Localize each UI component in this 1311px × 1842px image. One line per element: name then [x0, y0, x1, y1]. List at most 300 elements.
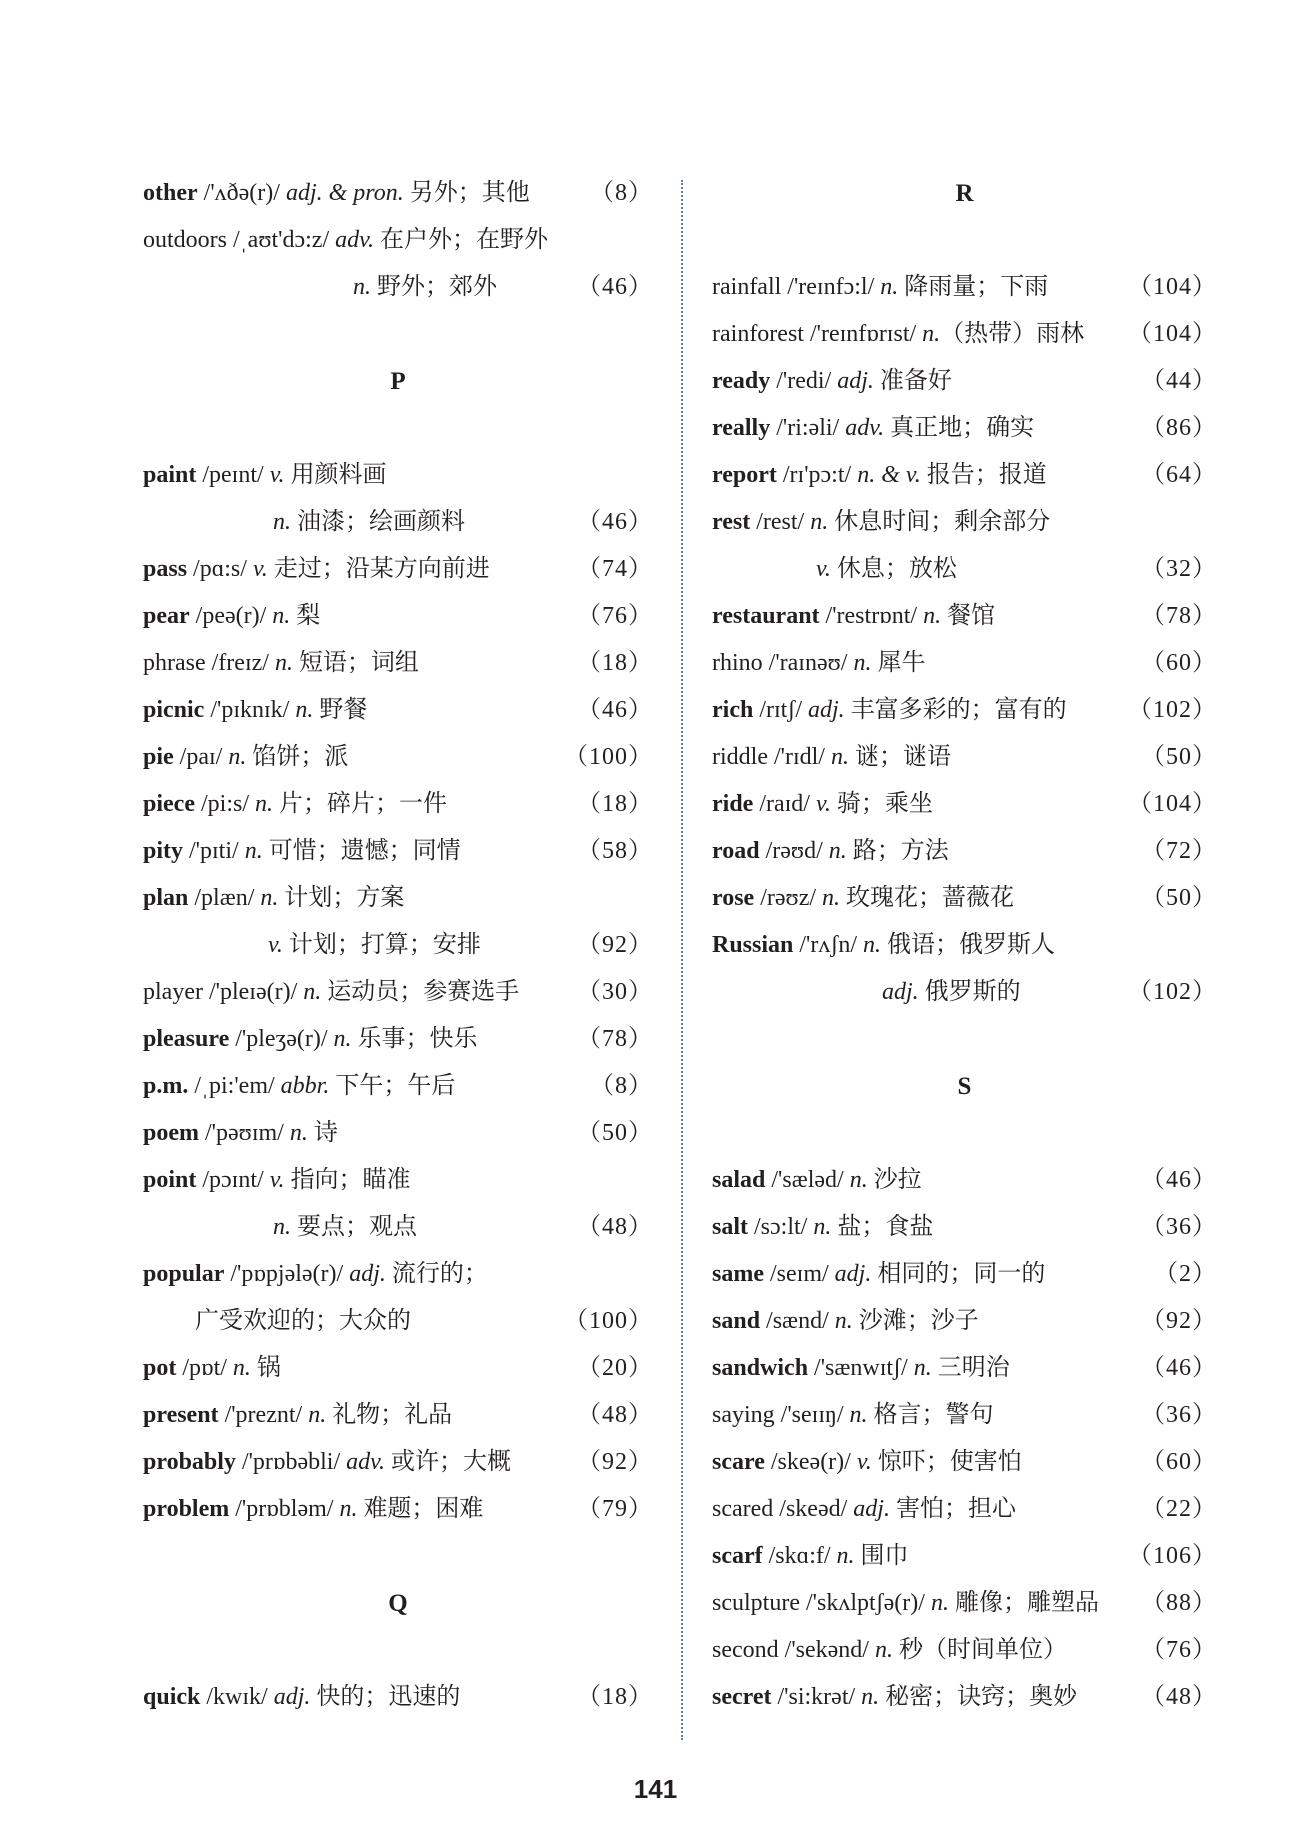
part-of-speech: v.: [268, 932, 283, 958]
entry-continuation: [143, 1298, 653, 1345]
phonetic: /'sekənd/: [778, 1637, 875, 1663]
headword: piece: [143, 791, 195, 817]
phonetic: /skeəd/: [773, 1496, 854, 1522]
headword: p.m.: [143, 1073, 189, 1099]
part-of-speech: n.: [828, 838, 847, 864]
part-of-speech: v.: [252, 556, 268, 582]
page-ref: （46）: [577, 697, 653, 723]
definition: 报告；报道: [920, 462, 1047, 488]
part-of-speech: n.: [273, 1214, 291, 1240]
phonetic: /'raɪnəʊ/: [762, 650, 854, 676]
definition: 乐事；快乐: [351, 1026, 478, 1052]
part-of-speech: n.: [813, 1214, 832, 1240]
glossary-entry: [712, 922, 1217, 969]
phonetic: /rɪtʃ/: [753, 697, 808, 723]
glossary-entry: [143, 828, 653, 875]
page-ref: （102）: [1128, 697, 1217, 723]
headword: plan: [143, 885, 189, 911]
phonetic: /'redi/: [770, 368, 838, 394]
headword: same: [712, 1261, 764, 1287]
glossary-entry: [712, 1486, 1217, 1533]
phonetic: /'ri:əli/: [770, 415, 846, 441]
definition: 骑；乘坐: [830, 791, 933, 817]
phonetic: /'restrɒnt/: [819, 603, 924, 629]
headword: phrase: [143, 650, 206, 676]
page-ref: （18）: [577, 650, 653, 676]
phonetic: /seɪm/: [763, 1261, 835, 1287]
part-of-speech: n.: [922, 321, 941, 347]
part-of-speech: adj.: [882, 979, 919, 1005]
part-of-speech: n.: [255, 791, 273, 817]
headword: ready: [712, 368, 771, 394]
glossary-entry: [712, 1345, 1217, 1392]
part-of-speech: n.: [260, 885, 279, 911]
section-letter: S: [957, 1073, 972, 1100]
phonetic: /rɪ'pɔ:t/: [776, 462, 858, 488]
phonetic: /'ʌðə(r)/: [197, 180, 286, 206]
phonetic: /rəʊz/: [754, 885, 823, 911]
part-of-speech: n.: [272, 603, 291, 629]
definition: 沙滩；沙子: [852, 1308, 979, 1334]
phonetic: /rəʊd/: [759, 838, 829, 864]
definition: 沙拉: [867, 1167, 922, 1193]
part-of-speech: n.: [303, 979, 322, 1005]
glossary-entry: [712, 264, 1217, 311]
page-ref: （44）: [1141, 368, 1217, 394]
glossary-entry: [712, 1580, 1217, 1627]
glossary-entry: [143, 640, 653, 687]
glossary-entry: [712, 499, 1217, 546]
definition: 犀牛: [871, 650, 926, 676]
headword: sand: [712, 1308, 761, 1334]
headword: Russian: [712, 932, 794, 958]
definition: 锅: [250, 1355, 281, 1381]
phonetic: /'preznt/: [218, 1402, 309, 1428]
glossary-entry: [143, 781, 653, 828]
definition: 俄罗斯的: [918, 979, 1021, 1005]
definition: 真正地；确实: [884, 415, 1035, 441]
definition: 惊吓；使害怕: [871, 1449, 1022, 1475]
headword: rainfall: [712, 274, 782, 300]
page-ref: （86）: [1141, 415, 1217, 441]
headword: rhino: [712, 650, 763, 676]
spacer: [143, 311, 653, 358]
part-of-speech: n.: [834, 1308, 853, 1334]
headword: point: [143, 1167, 197, 1193]
phonetic: /'prɒbəbli/: [235, 1449, 347, 1475]
definition: 休息；放松: [830, 556, 957, 582]
page-ref: （50）: [1141, 885, 1217, 911]
headword: riddle: [712, 744, 768, 770]
part-of-speech: n.: [853, 650, 872, 676]
page-ref: （48）: [577, 1402, 653, 1428]
phonetic: /'sænwɪtʃ/: [808, 1355, 914, 1381]
glossary-entry: [712, 1533, 1217, 1580]
glossary-entry: [143, 1157, 653, 1204]
glossary-entry: [712, 593, 1217, 640]
page-ref: （8）: [590, 180, 653, 206]
headword: secret: [712, 1684, 772, 1710]
entry-continuation: [143, 499, 653, 546]
page-ref: （30）: [577, 979, 653, 1005]
glossary-entry: [712, 1627, 1217, 1674]
definition: 计划；方案: [278, 885, 405, 911]
headword: sandwich: [712, 1355, 809, 1381]
glossary-entry: [143, 1251, 653, 1298]
part-of-speech: n.: [273, 509, 291, 535]
phonetic: /'prɒbləm/: [229, 1496, 340, 1522]
definition: 另外；其他: [403, 180, 530, 206]
page-ref: （79）: [577, 1496, 653, 1522]
glossary-entry: [143, 687, 653, 734]
part-of-speech: n.: [874, 1637, 893, 1663]
spacer: [143, 405, 653, 452]
entry-continuation: [712, 546, 1217, 593]
definition: 走过；沿某方向前进: [267, 556, 490, 582]
page-ref: （100）: [564, 744, 653, 770]
page-ref: （58）: [577, 838, 653, 864]
definition: 休息时间；剩余部分: [828, 509, 1051, 535]
part-of-speech: n.: [333, 1026, 352, 1052]
section-letter: Q: [388, 1590, 408, 1617]
headword: pot: [143, 1355, 177, 1381]
page-number: 141: [633, 1774, 678, 1804]
definition: 准备好: [873, 368, 952, 394]
headword: report: [712, 462, 777, 488]
phonetic: /'pɒpjələ(r)/: [224, 1261, 350, 1287]
page-ref: （60）: [1141, 650, 1217, 676]
headword: second: [712, 1637, 779, 1663]
page-ref: （60）: [1141, 1449, 1217, 1475]
page-ref: （100）: [564, 1308, 653, 1334]
headword: sculpture: [712, 1590, 800, 1616]
headword: scared: [712, 1496, 774, 1522]
part-of-speech: n.: [289, 1120, 308, 1146]
definition: 降雨量；下雨: [898, 274, 1049, 300]
phonetic: /skɑ:f/: [762, 1543, 837, 1569]
headword: really: [712, 415, 771, 441]
part-of-speech: n.: [849, 1402, 868, 1428]
part-of-speech: adv.: [346, 1449, 386, 1475]
headword: other: [143, 180, 198, 206]
phonetic: /ˌpi:'em/: [188, 1073, 281, 1099]
headword: ride: [712, 791, 754, 817]
entry-continuation: [143, 1204, 653, 1251]
page-ref: （104）: [1128, 791, 1217, 817]
page-ref: （8）: [590, 1073, 653, 1099]
glossary-entry: [143, 1345, 653, 1392]
part-of-speech: n.: [228, 744, 247, 770]
column-divider: [681, 180, 683, 1740]
part-of-speech: n.: [308, 1402, 327, 1428]
definition: 丰富多彩的；富有的: [844, 697, 1067, 723]
glossary-entry: [143, 546, 653, 593]
definition: 短语；词组: [292, 650, 419, 676]
headword: rose: [712, 885, 755, 911]
part-of-speech: abbr.: [280, 1073, 330, 1099]
definition: 野餐: [313, 697, 368, 723]
glossary-entry: [712, 311, 1217, 358]
headword: probably: [143, 1449, 236, 1475]
entry-continuation: [143, 922, 653, 969]
page-ref: （36）: [1141, 1214, 1217, 1240]
section-letter: R: [955, 180, 974, 207]
part-of-speech: v.: [815, 791, 831, 817]
phonetic: /'seɪɪŋ/: [774, 1402, 850, 1428]
page-ref: （22）: [1141, 1496, 1217, 1522]
definition: 害怕；担心: [889, 1496, 1016, 1522]
page-ref: （46）: [577, 274, 653, 300]
headword: present: [143, 1402, 219, 1428]
page-ref: （76）: [1141, 1637, 1217, 1663]
part-of-speech: v.: [856, 1449, 872, 1475]
page-ref: （92）: [1141, 1308, 1217, 1334]
part-of-speech: n.: [339, 1496, 358, 1522]
phonetic: /pi:s/: [194, 791, 255, 817]
part-of-speech: adj.: [273, 1684, 311, 1710]
page-ref: （20）: [577, 1355, 653, 1381]
page-ref: （72）: [1141, 838, 1217, 864]
part-of-speech: v.: [816, 556, 831, 582]
page-ref: （92）: [577, 932, 653, 958]
definition: 难题；困难: [357, 1496, 484, 1522]
glossary-entry: [143, 170, 653, 217]
part-of-speech: n.: [353, 274, 371, 300]
section-letter: P: [390, 368, 406, 395]
definition: 野外；郊外: [371, 274, 497, 300]
definition: 玫瑰花；蔷薇花: [840, 885, 1015, 911]
phonetic: /'rɪdl/: [767, 744, 831, 770]
page-ref: （2）: [1154, 1261, 1217, 1287]
page-ref: （46）: [577, 509, 653, 535]
page-ref: （64）: [1141, 462, 1217, 488]
headword: player: [143, 979, 203, 1005]
part-of-speech: n.: [244, 838, 263, 864]
definition: 馅饼；派: [246, 744, 349, 770]
phonetic: /'pəʊɪm/: [199, 1120, 290, 1146]
headword: pity: [143, 838, 184, 864]
headword: rainforest: [712, 321, 804, 347]
glossary-entry: [143, 969, 653, 1016]
phonetic: /raɪd/: [753, 791, 816, 817]
phonetic: /rest/: [750, 509, 811, 535]
headword: scarf: [712, 1543, 763, 1569]
phonetic: /'pɪti/: [183, 838, 245, 864]
definition: 礼物；礼品: [326, 1402, 453, 1428]
glossary-entry: [712, 1298, 1217, 1345]
left-column: [143, 170, 653, 1721]
definition: 片；碎片；一件: [273, 791, 447, 817]
phonetic: /'rʌʃn/: [793, 932, 864, 958]
headword: picnic: [143, 697, 205, 723]
glossary-entry: [712, 1439, 1217, 1486]
definition: 快的；迅速的: [310, 1684, 461, 1710]
glossary-entry: [712, 1157, 1217, 1204]
definition: 秒（时间单位）: [892, 1637, 1067, 1663]
definition: 俄语；俄罗斯人: [881, 932, 1056, 958]
entry-continuation: [712, 969, 1217, 1016]
page-ref: （46）: [1141, 1355, 1217, 1381]
definition: 盐；食盐: [831, 1214, 934, 1240]
phonetic: /peɪnt/: [196, 462, 270, 488]
spacer: [712, 1016, 1217, 1063]
headword: salt: [712, 1214, 748, 1240]
part-of-speech: adj.: [837, 368, 874, 394]
glossary-entry: [712, 687, 1217, 734]
page-ref: （50）: [1141, 744, 1217, 770]
headword: rest: [712, 509, 751, 535]
page-ref: （88）: [1141, 1590, 1217, 1616]
part-of-speech: n.: [232, 1355, 251, 1381]
part-of-speech: n.: [836, 1543, 855, 1569]
definition: 在户外；在野外: [374, 227, 548, 253]
headword: salad: [712, 1167, 766, 1193]
part-of-speech: adj. & pron.: [285, 180, 404, 206]
definition: 三明治: [931, 1355, 1010, 1381]
glossary-entry: [712, 1674, 1217, 1721]
glossary-entry: [143, 875, 653, 922]
page-ref: （102）: [1128, 979, 1217, 1005]
phonetic: /'si:krət/: [771, 1684, 862, 1710]
part-of-speech: v.: [269, 1167, 285, 1193]
page-ref: （18）: [577, 791, 653, 817]
phonetic: /'pɪknɪk/: [204, 697, 296, 723]
part-of-speech: n.: [863, 932, 882, 958]
phonetic: /'reɪnfɒrɪst/: [803, 321, 923, 347]
phonetic: /peə(r)/: [189, 603, 273, 629]
part-of-speech: adj.: [349, 1261, 386, 1287]
phonetic: /ˌaʊt'dɔ:z/: [227, 227, 336, 253]
glossary-entry: [712, 1392, 1217, 1439]
page-ref: （92）: [577, 1449, 653, 1475]
phonetic: /'skʌlptʃə(r)/: [799, 1590, 931, 1616]
glossary-entry: [712, 875, 1217, 922]
part-of-speech: n.: [830, 744, 849, 770]
page-ref: （106）: [1128, 1543, 1217, 1569]
spacer: [712, 217, 1217, 264]
part-of-speech: n.: [923, 603, 942, 629]
page-ref: （48）: [577, 1214, 653, 1240]
page-ref: （50）: [577, 1120, 653, 1146]
definition: 秘密；诀窍；奥妙: [879, 1684, 1078, 1710]
definition: 餐馆: [941, 603, 996, 629]
headword: pear: [143, 603, 190, 629]
definition: （热带）雨林: [940, 321, 1085, 347]
glossary-entry: [712, 781, 1217, 828]
headword: poem: [143, 1120, 199, 1146]
headword: problem: [143, 1496, 230, 1522]
page-ref: （104）: [1128, 274, 1217, 300]
phonetic: /freɪz/: [205, 650, 275, 676]
phonetic: /kwɪk/: [200, 1684, 274, 1710]
part-of-speech: n.: [861, 1684, 880, 1710]
headword: paint: [143, 462, 197, 488]
part-of-speech: n.: [849, 1167, 868, 1193]
glossary-entry: [712, 1204, 1217, 1251]
definition: 广受欢迎的；大众的: [195, 1308, 411, 1334]
headword: pass: [143, 556, 188, 582]
glossary-entry: [712, 734, 1217, 781]
headword: saying: [712, 1402, 775, 1428]
definition: 用颜料画: [284, 462, 387, 488]
page-ref: （18）: [577, 1684, 653, 1710]
part-of-speech: n.: [295, 697, 314, 723]
definition: 运动员；参赛选手: [321, 979, 520, 1005]
definition: 要点；观点: [291, 1214, 417, 1240]
glossary-entry: [143, 1439, 653, 1486]
definition: 相同的；同一的: [871, 1261, 1046, 1287]
definition: 下午；午后: [329, 1073, 456, 1099]
headword: outdoors: [143, 227, 227, 253]
definition: 可惜；遗憾；同情: [262, 838, 461, 864]
glossary-entry: [143, 1016, 653, 1063]
definition: 格言；警句: [867, 1402, 994, 1428]
part-of-speech: n.: [880, 274, 899, 300]
definition: 梨: [290, 603, 321, 629]
page-ref: （32）: [1141, 556, 1217, 582]
headword: rich: [712, 697, 754, 723]
phonetic: /pɔɪnt/: [196, 1167, 270, 1193]
part-of-speech: n. & v.: [857, 462, 921, 488]
phonetic: /'reɪnfɔ:l/: [781, 274, 881, 300]
glossary-entry: [143, 1392, 653, 1439]
part-of-speech: v.: [269, 462, 285, 488]
part-of-speech: n.: [810, 509, 829, 535]
entry-continuation: [143, 264, 653, 311]
part-of-speech: adv.: [335, 227, 374, 253]
spacer: [712, 1110, 1217, 1157]
headword: popular: [143, 1261, 225, 1287]
page-ref: （48）: [1141, 1684, 1217, 1710]
glossary-entry: [143, 217, 653, 264]
phonetic: /sænd/: [760, 1308, 835, 1334]
spacer: [143, 1627, 653, 1674]
definition: 或许；大概: [385, 1449, 512, 1475]
page-ref: （104）: [1128, 321, 1217, 347]
definition: 诗: [307, 1120, 338, 1146]
page-ref: （74）: [577, 556, 653, 582]
part-of-speech: adj.: [834, 1261, 872, 1287]
right-column: [712, 170, 1217, 1721]
page-ref: （78）: [577, 1026, 653, 1052]
headword: scare: [712, 1449, 765, 1475]
definition: 指向；瞄准: [284, 1167, 411, 1193]
definition: 围巾: [854, 1543, 909, 1569]
headword: quick: [143, 1684, 201, 1710]
glossary-entry: [712, 452, 1217, 499]
glossary-entry: [143, 593, 653, 640]
part-of-speech: n.: [913, 1355, 932, 1381]
page-ref: （46）: [1141, 1167, 1217, 1193]
glossary-entry: [143, 1674, 653, 1721]
glossary-entry: [712, 358, 1217, 405]
phonetic: /paɪ/: [173, 744, 229, 770]
part-of-speech: n.: [274, 650, 293, 676]
headword: pleasure: [143, 1026, 230, 1052]
definition: 雕像；雕塑品: [948, 1590, 1099, 1616]
spacer: [143, 1533, 653, 1580]
definition: 油漆；绘画颜料: [291, 509, 465, 535]
page-ref: （36）: [1141, 1402, 1217, 1428]
part-of-speech: adv.: [845, 415, 885, 441]
glossary-entry: [143, 1486, 653, 1533]
glossary-entry: [712, 640, 1217, 687]
glossary-entry: [712, 405, 1217, 452]
glossary-entry: [712, 828, 1217, 875]
glossary-entry: [143, 1063, 653, 1110]
glossary-entry: [712, 1251, 1217, 1298]
phonetic: /plæn/: [188, 885, 261, 911]
